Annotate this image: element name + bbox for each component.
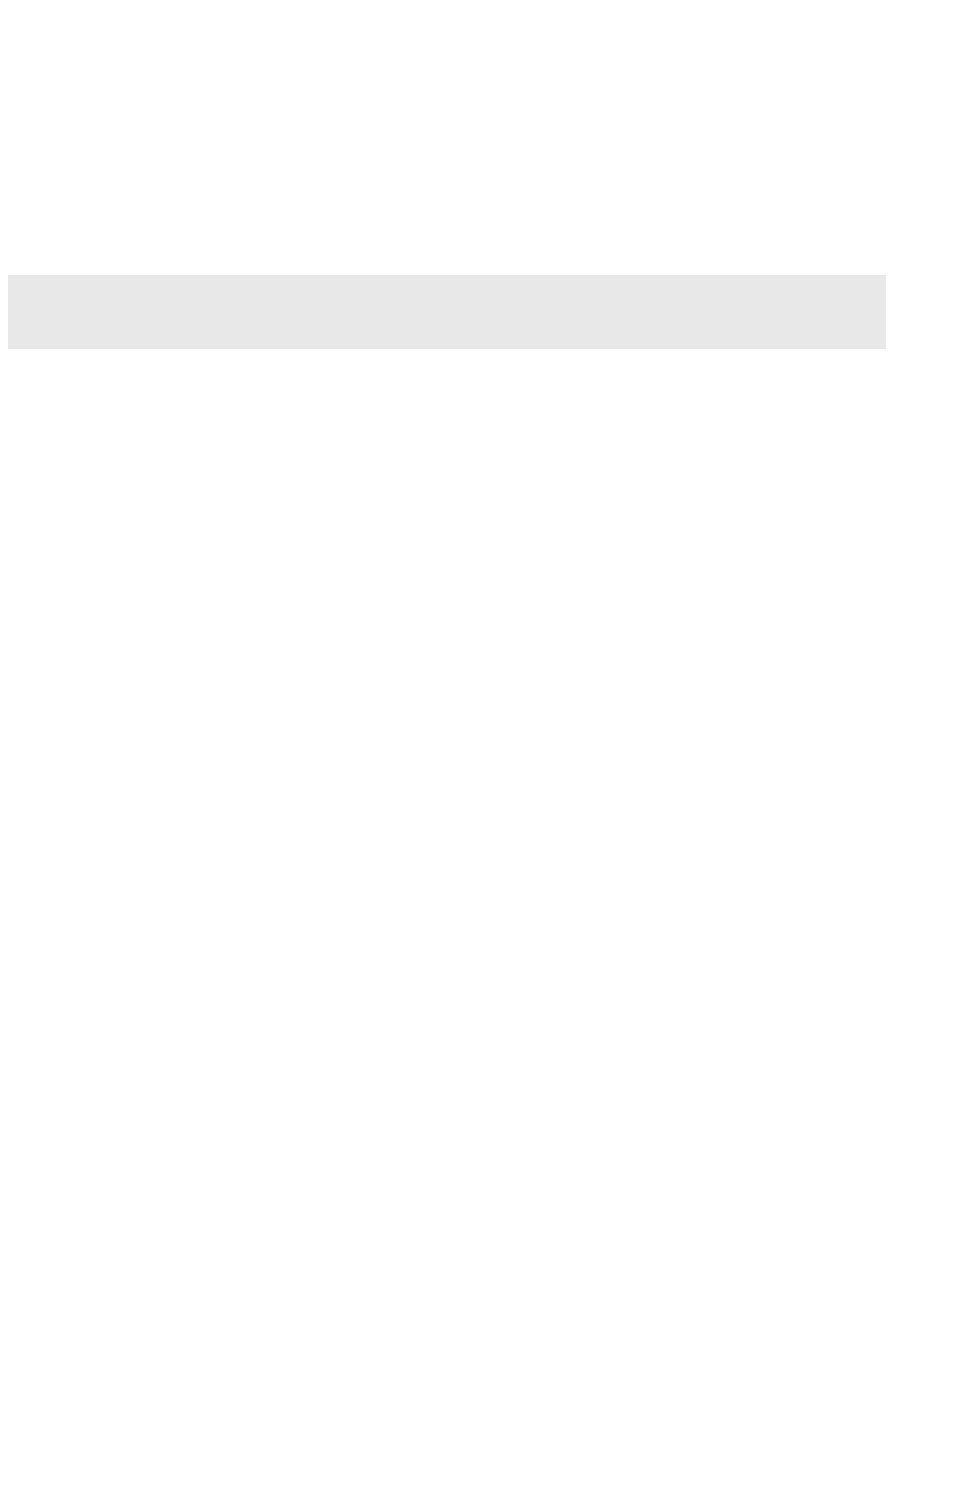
nyckeltal-chart — [0, 272, 960, 852]
chart-header-band — [8, 275, 886, 349]
chart-svg — [0, 272, 960, 852]
